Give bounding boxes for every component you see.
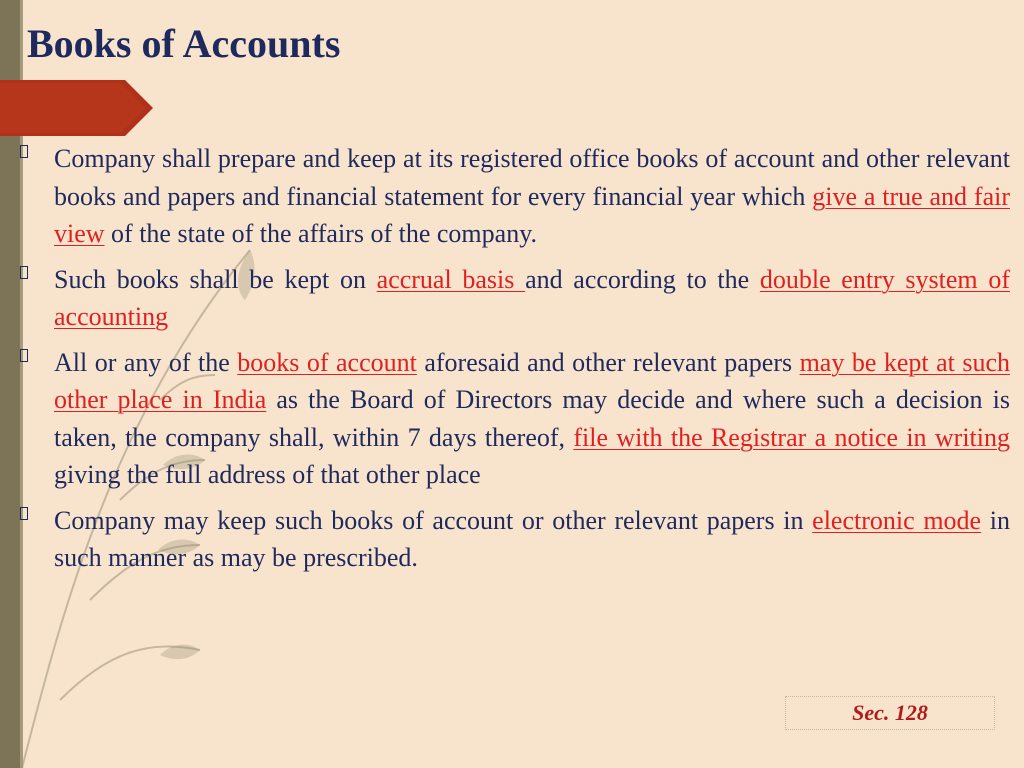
text-segment: in such manner as may be prescribed. <box>54 505 1010 572</box>
bullet-list <box>20 140 1010 585</box>
bullet-marker-icon <box>20 349 28 362</box>
highlighted-phrase: books of account <box>237 347 417 377</box>
section-reference-box <box>785 696 995 730</box>
highlighted-phrase: accrual basis <box>376 264 526 294</box>
text-segment: and according to the <box>525 264 760 294</box>
text-segment: Company shall prepare and keep at its registered office books of account and other relevant books and papers and financial statement for every financial year which <box>54 144 1010 211</box>
highlighted-phrase: double entry system of accounting <box>54 264 1010 331</box>
title-accent-arrow <box>0 80 153 136</box>
bullet-marker-icon <box>20 507 28 520</box>
bullet-text <box>54 140 1010 253</box>
highlighted-phrase: electronic mode <box>812 505 982 535</box>
bullet-item <box>20 502 1010 577</box>
text-segment: of the state of the affairs of the company. <box>104 219 537 248</box>
section-reference: Sec. 128 <box>852 700 928 725</box>
text-segment: Such books shall be kept on <box>54 264 377 294</box>
page-title: Books of Accounts <box>27 21 341 66</box>
bullet-item <box>20 261 1010 336</box>
bullet-marker-icon <box>20 266 28 279</box>
highlighted-phrase: file with the Registrar a notice in writing <box>573 422 1010 452</box>
bullet-text <box>54 344 1010 494</box>
text-segment: aforesaid and other relevant papers <box>416 347 800 377</box>
bullet-item <box>20 140 1010 253</box>
highlighted-phrase: give a true and fair view <box>54 181 1010 248</box>
bullet-text <box>54 261 1010 336</box>
bullet-marker-icon <box>20 145 28 158</box>
text-segment: All or any of the <box>54 347 238 377</box>
bullet-item <box>20 344 1010 494</box>
text-segment: Company may keep such books of account or other relevant papers in <box>54 505 813 535</box>
highlighted-phrase: may be kept at such other place in India <box>54 347 1010 414</box>
text-segment: as the Board of Directors may decide and where such a decision is taken, the company shall, within 7 days thereof, <box>54 385 1010 452</box>
text-segment: giving the full address of that other place <box>54 460 481 489</box>
bullet-text <box>54 502 1010 577</box>
